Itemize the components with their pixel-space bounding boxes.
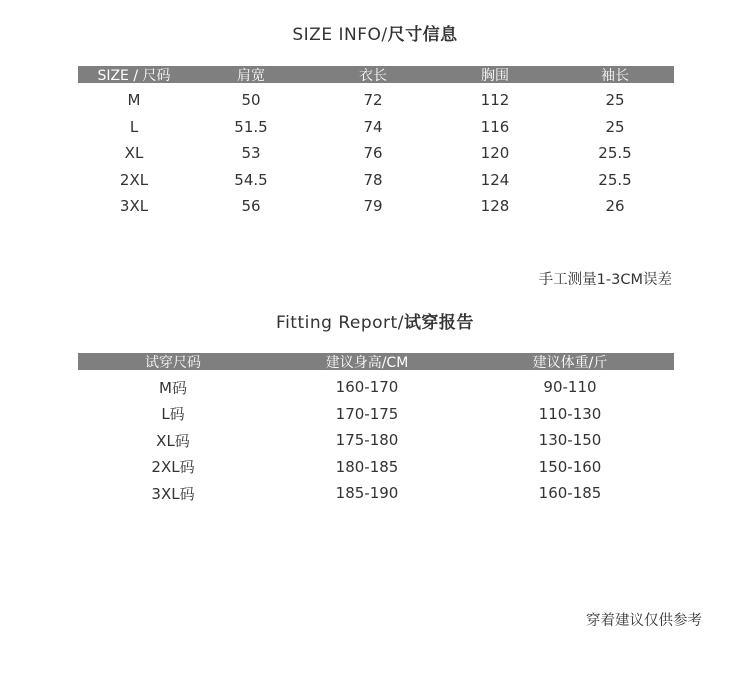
length-cell: 79 (363, 197, 383, 216)
height-cell: 170-175 (335, 404, 399, 423)
height-cell: 185-190 (335, 484, 399, 503)
table-row (78, 87, 674, 114)
size-cell: XL (124, 144, 144, 163)
try-size-cell: L码 (161, 405, 185, 424)
chest-cell: 124 (480, 170, 510, 189)
height-cell: 175-180 (335, 431, 399, 450)
size-info-title-cn: 尺寸信息 (387, 25, 458, 45)
size-info-title (0, 20, 750, 45)
table-row (78, 167, 674, 194)
header-length: 衣长 (359, 67, 387, 84)
header-size: SIZE / 尺码 (97, 67, 171, 84)
table-row (78, 140, 674, 167)
chest-cell: 120 (480, 144, 510, 163)
wearing-suggestion-note: 穿着建议仅供参考 (586, 613, 702, 629)
header-shoulder: 肩宽 (237, 67, 265, 84)
header-weight: 建议体重/斤 (532, 354, 608, 371)
height-cell: 160-170 (335, 378, 399, 397)
size-cell: M (127, 91, 141, 110)
weight-cell: 110-130 (538, 404, 602, 423)
fitting-report-title (0, 308, 750, 333)
shoulder-cell: 56 (241, 197, 261, 216)
size-cell: L (129, 117, 139, 136)
height-cell: 180-185 (335, 457, 399, 476)
weight-cell: 90-110 (543, 378, 597, 397)
chest-cell: 116 (480, 117, 510, 136)
table-row (78, 401, 674, 428)
sleeve-cell: 26 (605, 197, 625, 216)
weight-cell: 150-160 (538, 457, 602, 476)
shoulder-cell: 51.5 (234, 117, 268, 136)
measurement-note: 手工测量1-3CM误差 (538, 272, 672, 288)
fitting-report-title-cn: 试穿报告 (403, 313, 474, 333)
size-info-title-sep: / (381, 25, 388, 45)
size-info-title-en: SIZE INFO (292, 25, 382, 45)
try-size-cell: 3XL码 (151, 484, 195, 503)
length-cell: 72 (363, 91, 383, 110)
fitting-table-header (78, 353, 674, 370)
length-cell: 74 (363, 117, 383, 136)
header-height: 建议身高/CM (325, 354, 409, 371)
fitting-report-title-sep: / (397, 313, 404, 333)
shoulder-cell: 53 (241, 144, 261, 163)
sleeve-cell: 25 (605, 91, 625, 110)
header-sleeve: 袖长 (601, 67, 629, 84)
table-row (78, 480, 674, 507)
chest-cell: 128 (480, 197, 510, 216)
size-cell: 3XL (119, 197, 149, 216)
fitting-table (78, 353, 674, 507)
try-size-cell: M码 (159, 378, 187, 397)
size-table (78, 66, 674, 220)
try-size-cell: 2XL码 (151, 458, 195, 477)
table-row (78, 114, 674, 141)
size-table-header (78, 66, 674, 83)
sleeve-cell: 25.5 (598, 144, 632, 163)
header-try-size: 试穿尺码 (145, 354, 201, 371)
weight-cell: 130-150 (538, 431, 602, 450)
table-row (78, 427, 674, 454)
table-row (78, 193, 674, 220)
shoulder-cell: 50 (241, 91, 261, 110)
weight-cell: 160-185 (538, 484, 602, 503)
header-chest: 胸围 (481, 67, 509, 84)
fitting-report-title-en: Fitting Report (276, 313, 398, 333)
size-cell: 2XL (119, 170, 149, 189)
sleeve-cell: 25.5 (598, 170, 632, 189)
sleeve-cell: 25 (605, 117, 625, 136)
shoulder-cell: 54.5 (234, 170, 268, 189)
length-cell: 78 (363, 170, 383, 189)
chest-cell: 112 (480, 91, 510, 110)
table-row (78, 374, 674, 401)
length-cell: 76 (363, 144, 383, 163)
table-row (78, 454, 674, 481)
try-size-cell: XL码 (156, 431, 190, 450)
